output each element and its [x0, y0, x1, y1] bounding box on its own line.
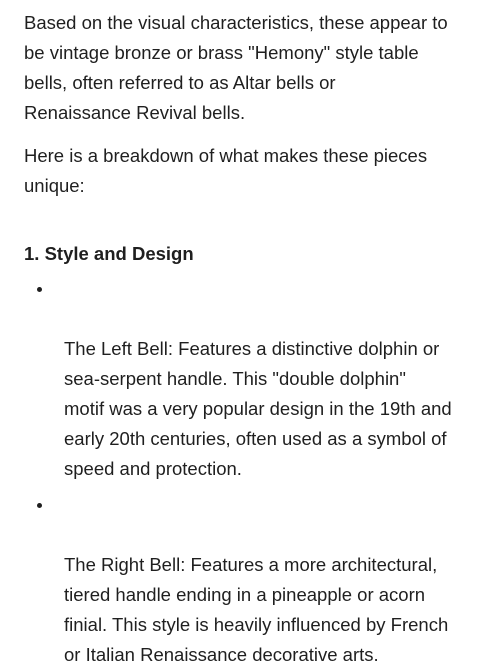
list-item [24, 274, 474, 484]
list-item-text: The Left Bell: Features a distinctive dolphin or sea-serpent handle. This "double dolphin" motif was a very popular design in the 19th and early 20th centuries, often used as a symbol of speed and protection. [64, 338, 452, 479]
intro-paragraph: Based on the visual characteristics, these appear to be vintage bronze or brass "Hemony" style table bells, often referred to as Altar bells or Renaissance Revival bells. [24, 12, 448, 123]
list-item [24, 490, 474, 670]
list-item-text: The Right Bell: Features a more architectural, tiered handle ending in a pineapple or acorn finial. This style is heavily influenced by French or Italian Renaissance decorative arts. [64, 554, 449, 665]
bullet-icon [37, 287, 42, 292]
bullet-icon [37, 503, 42, 508]
breakdown-intro-paragraph: Here is a breakdown of what makes these pieces unique: [24, 145, 428, 196]
section-heading: 1. Style and Design [24, 243, 194, 264]
bullet-list [24, 274, 474, 670]
